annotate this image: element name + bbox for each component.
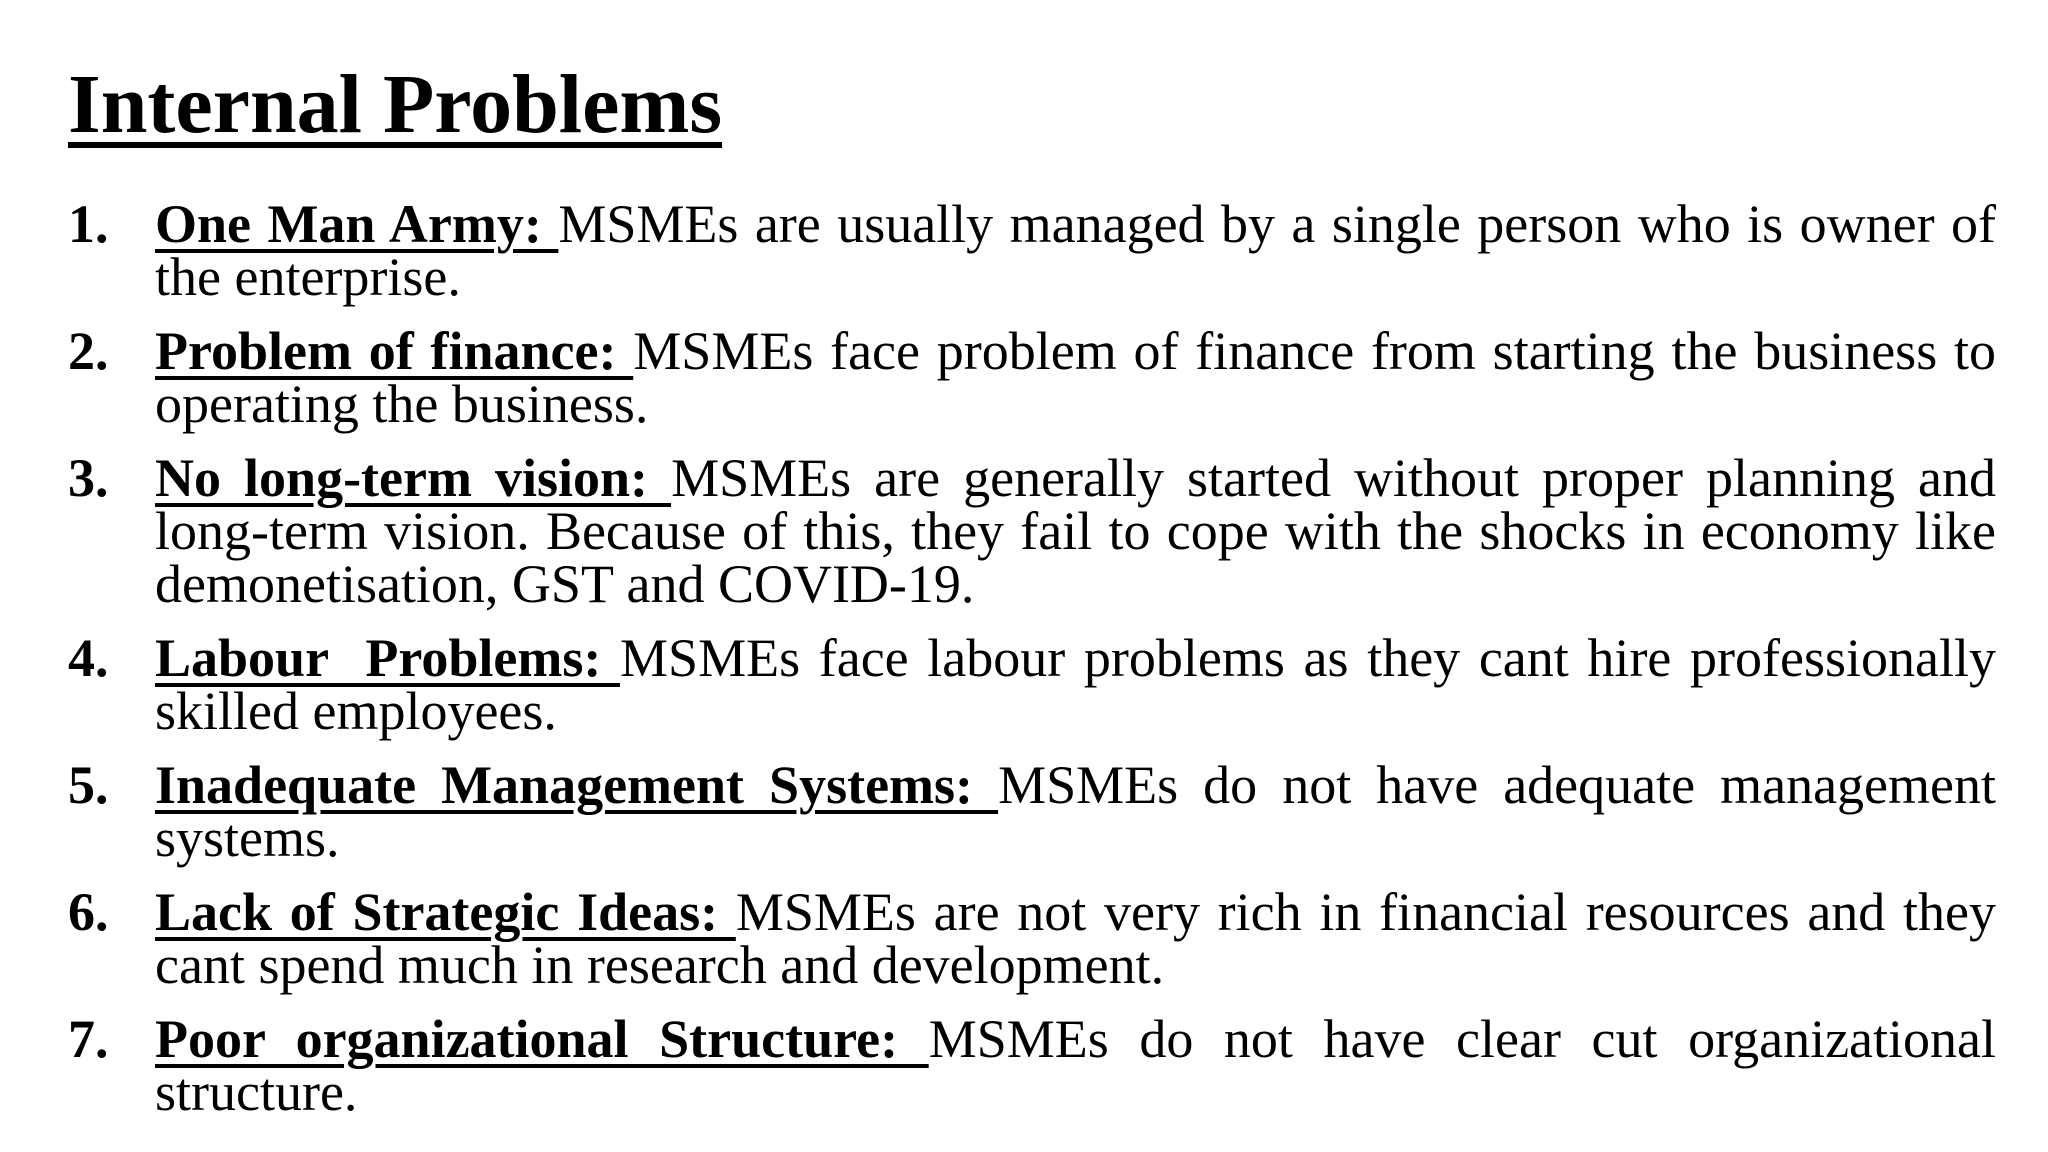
problem-item-organizational-structure [68,1009,1996,1122]
item-number: 7. [68,1009,109,1069]
problem-item-one-man-army [68,194,1996,307]
item-number: 2. [68,321,109,381]
problem-item-management [68,755,1996,868]
item-description: MSMEs do not have clear cut organizational structure. [155,1009,1996,1122]
item-description: MSMEs are generally started without proper planning and long-term vision. Because of this, they fail to cope with the shocks in economy like demonetisation, GST and COVID-19. [155,448,1996,614]
item-description: MSMEs are usually managed by a single person who is owner of the enterprise. [155,194,1996,307]
item-number: 6. [68,882,109,942]
item-number: 1. [68,194,109,254]
item-term: Labour Problems: [155,628,621,688]
problem-item-finance [68,321,1996,434]
item-description: MSMEs are not very rich in financial resources and they cant spend much in research and development. [155,882,1996,995]
problem-item-strategic-ideas [68,882,1996,995]
item-description: MSMEs face problem of finance from starting the business to operating the business. [155,321,1996,434]
slide-title: Internal Problems [68,58,723,151]
item-term: Lack of Strategic Ideas: [155,882,736,942]
problem-item-vision [68,448,1996,614]
item-term: Problem of finance: [155,321,634,381]
problem-item-labour [68,628,1996,741]
problem-list [68,194,1996,1140]
item-description: MSMEs do not have adequate management systems. [155,755,1996,868]
item-term: One Man Army: [155,194,559,254]
item-term: No long-term vision: [155,448,672,508]
item-number: 5. [68,755,109,815]
item-description: MSMEs face labour problems as they cant hire professionally skilled employees. [155,628,1996,741]
item-number: 3. [68,448,109,508]
item-number: 4. [68,628,109,688]
item-term: Inadequate Management Systems: [155,755,999,815]
item-term: Poor organizational Structure: [155,1009,929,1069]
